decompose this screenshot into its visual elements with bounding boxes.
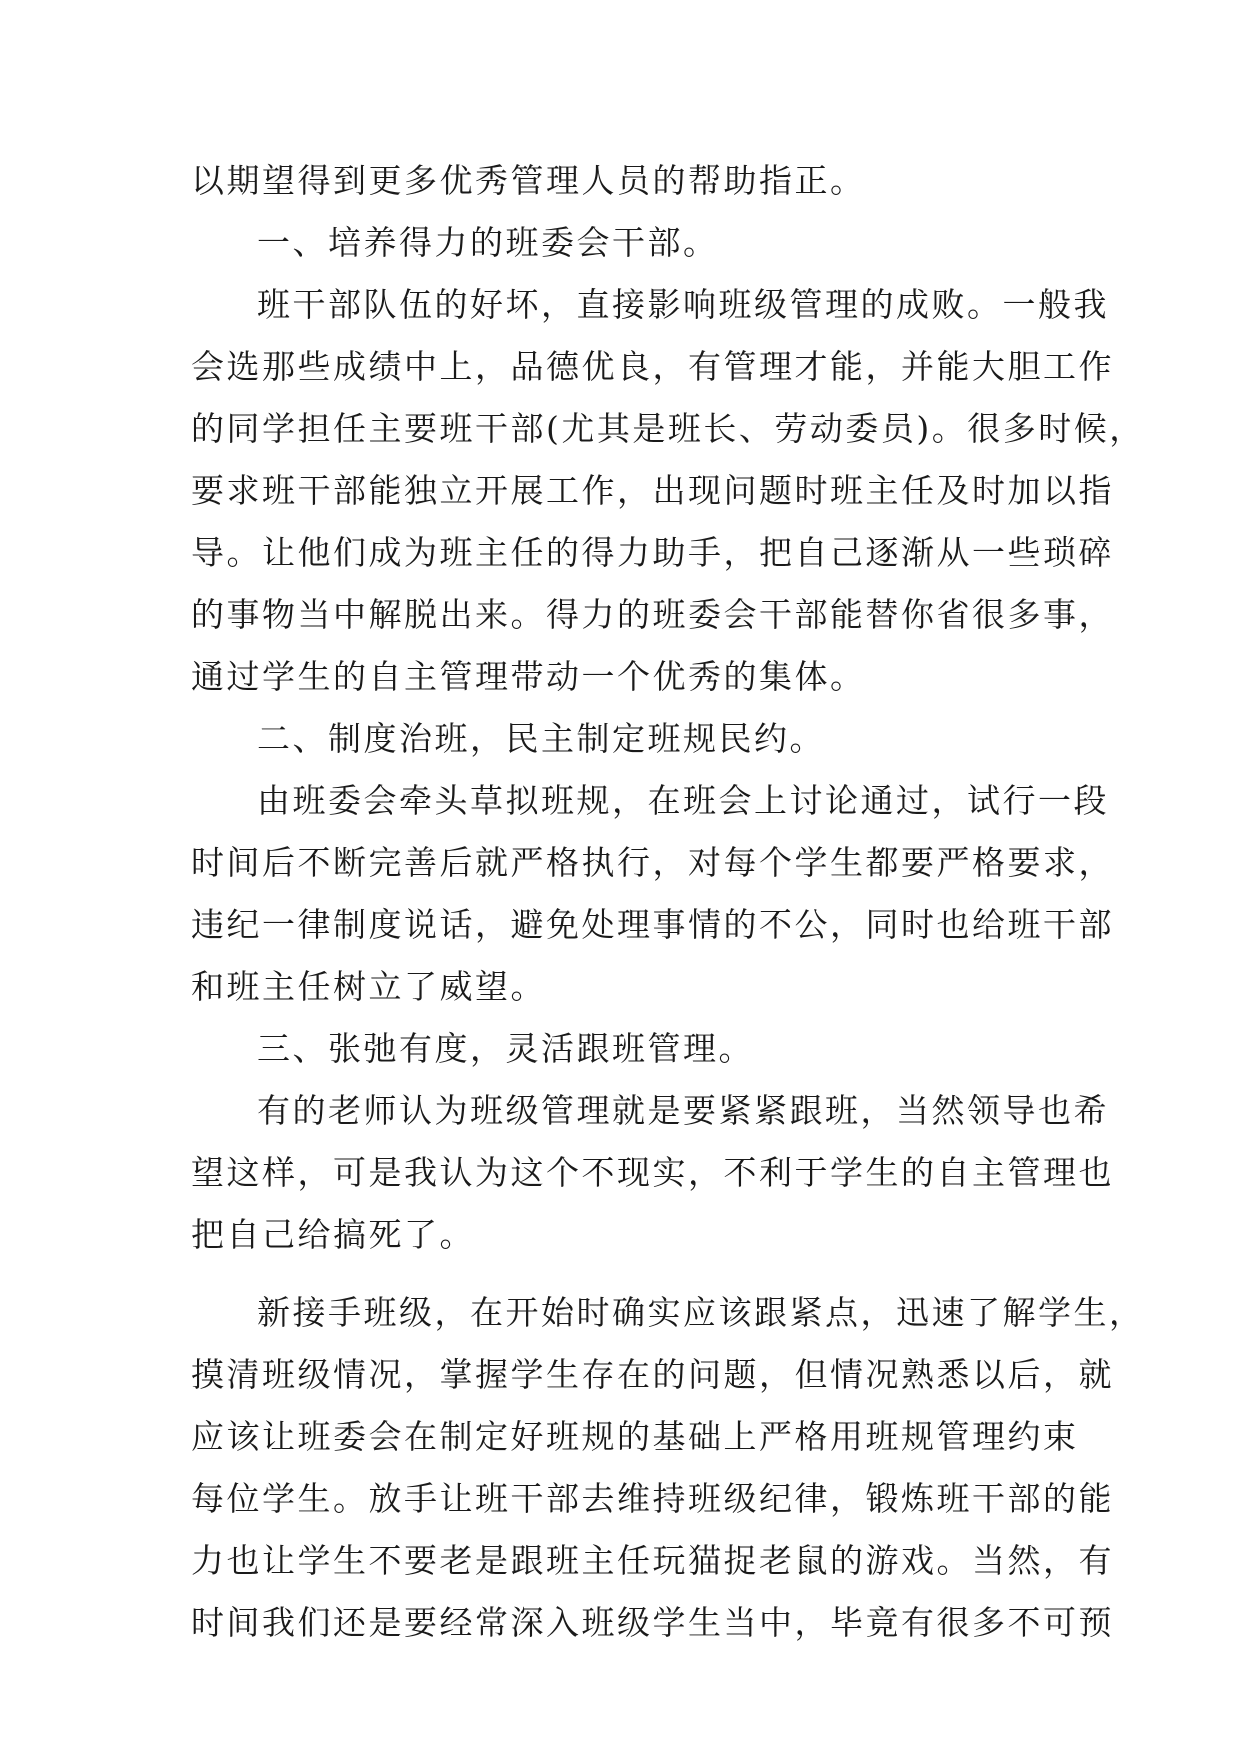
text-line: 力也让学生不要老是跟班主任玩猫捉老鼠的游戏。当然，有: [191, 1541, 1114, 1580]
text-line: 摸清班级情况，掌握学生存在的问题，但情况熟悉以后，就: [191, 1355, 1114, 1394]
text-line: 的事物当中解脱出来。得力的班委会干部能替你省很多事，: [191, 595, 1114, 634]
text-line: 和班主任树立了威望。: [191, 967, 546, 1006]
paragraph-start: 由班委会牵头草拟班规，在班会上讨论通过，试行一段: [257, 781, 1109, 820]
text-line: 通过学生的自主管理带动一个优秀的集体。: [191, 657, 866, 696]
text-line: 要求班干部能独立开展工作，出现问题时班主任及时加以指: [191, 471, 1114, 510]
text-line: 时间我们还是要经常深入班级学生当中，毕竟有很多不可预: [191, 1603, 1114, 1642]
paragraph-start: 有的老师认为班级管理就是要紧紧跟班，当然领导也希: [257, 1091, 1109, 1130]
text-line: 每位学生。放手让班干部去维持班级纪律，锻炼班干部的能: [191, 1479, 1114, 1518]
paragraph-gap: [191, 1266, 1061, 1282]
paragraph-start: 新接手班级，在开始时确实应该跟紧点，迅速了解学生，: [257, 1293, 1145, 1332]
text-line: 把自己给搞死了。: [191, 1215, 475, 1254]
section-heading: 二、制度治班，民主制定班规民约。: [257, 719, 825, 758]
text-line: 望这样，可是我认为这个不现实，不利于学生的自主管理也: [191, 1153, 1114, 1192]
paragraph-start: 班干部队伍的好坏，直接影响班级管理的成败。一般我: [257, 285, 1109, 324]
text-line: 以期望得到更多优秀管理人员的帮助指正。: [191, 161, 866, 200]
section-heading: 三、张弛有度，灵活跟班管理。: [257, 1029, 754, 1068]
text-line: 时间后不断完善后就严格执行，对每个学生都要严格要求，: [191, 843, 1114, 882]
text-line: 导。让他们成为班主任的得力助手，把自己逐渐从一些琐碎: [191, 533, 1114, 572]
body-text: [191, 150, 1145, 1654]
text-line: 应该让班委会在制定好班规的基础上严格用班规管理约束: [191, 1417, 1079, 1456]
section-heading: 一、培养得力的班委会干部。: [257, 223, 719, 262]
text-line: 会选那些成绩中上，品德优良，有管理才能，并能大胆工作: [191, 347, 1114, 386]
text-line: 的同学担任主要班干部(尤其是班长、劳动委员)。很多时候，: [191, 409, 1145, 448]
text-line: 违纪一律制度说话，避免处理事情的不公，同时也给班干部: [191, 905, 1114, 944]
